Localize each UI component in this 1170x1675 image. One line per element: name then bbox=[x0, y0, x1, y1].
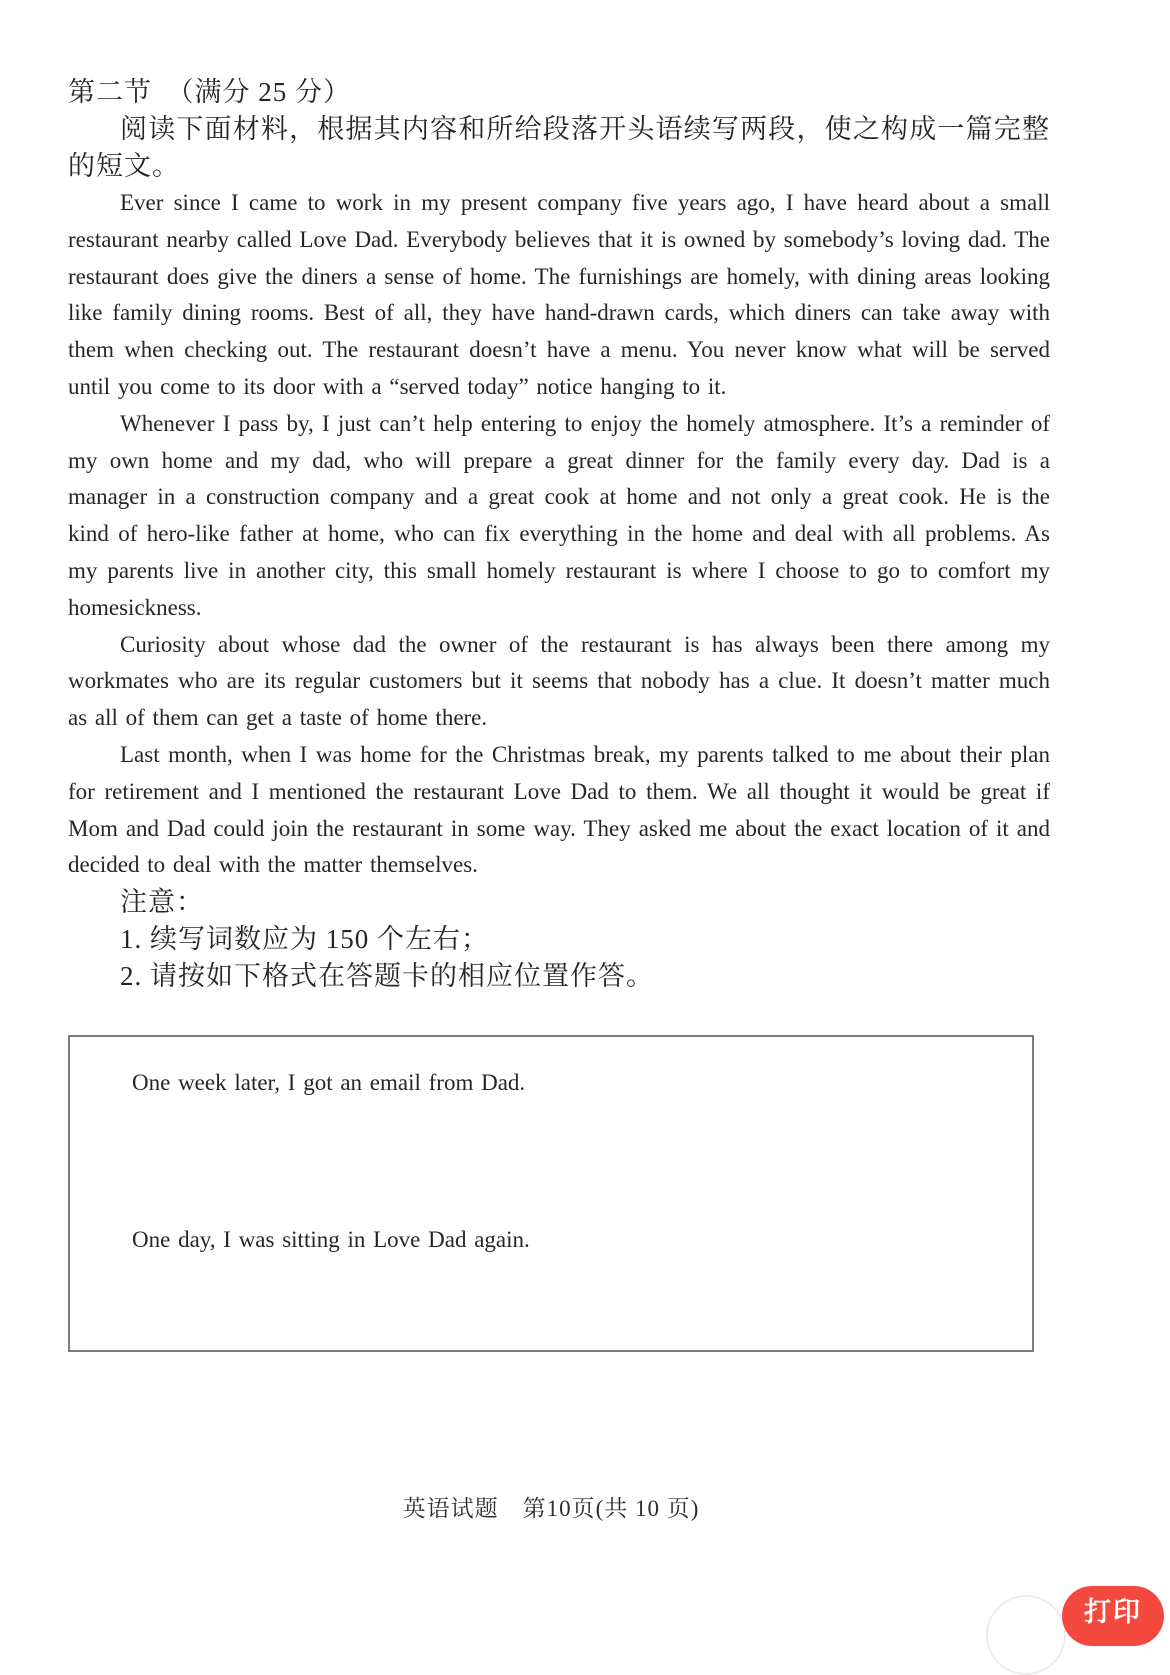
note-item-1: 1. 续写词数应为 150 个左右； bbox=[120, 924, 489, 955]
answer-prompt-2: One day, I was sitting in Love Dad again. bbox=[132, 1226, 530, 1252]
passage-paragraph-4: Last month, when I was home for the Christmas break, my parents talked to me about their plan for retirement and I mentioned the restaurant Love Dad to them. We all thought it would be great if Mom and Dad could join the restaurant in some way. They asked me about the exact location of it and decided to deal with the matter themselves. bbox=[68, 741, 1050, 878]
answer-prompt-1: One week later, I got an email from Dad. bbox=[132, 1070, 526, 1096]
notes-label: 注意： bbox=[120, 887, 204, 918]
print-button[interactable]: 打印 bbox=[1062, 1586, 1164, 1646]
instruction-text: 阅读下面材料，根据其内容和所给段落开头语续写两段，使之构成一篇完整的短文。 bbox=[68, 114, 1050, 181]
answer-format-box bbox=[68, 1035, 1034, 1352]
section-title: 第二节 （满分 25 分） bbox=[68, 77, 351, 107]
page-footer: 英语试题 第10页(共 10 页) bbox=[402, 1496, 700, 1521]
floating-widget-edge bbox=[986, 1595, 1066, 1675]
passage-paragraph-1: Ever since I came to work in my present company five years ago, I have heard about a small restaurant nearby called Love Dad. Everybody believes that it is owned by somebody’s loving dad. The restaurant does give the diners a sense of home. The furnishings are homely, with dining areas looking like family dining rooms. Best of all, they have hand-drawn cards, which diners can take away with them when checking out. The restaurant doesn’t have a menu. You never know what will be served until you come to its door with a “served today” notice hanging to it. bbox=[68, 190, 1050, 399]
passage-paragraph-2: Whenever I pass by, I just can’t help entering to enjoy the homely atmosphere. It’s a reminder of my own home and my dad, who will prepare a great dinner for the family every day. Dad is a manager in a construction company and a great cook at home and not only a great cook. He is the kind of hero-like father at home, who can fix everything in the home and deal with all problems. As my parents live in another city, this small homely restaurant is where I choose to go to comfort my homesickness. bbox=[68, 410, 1050, 620]
note-item-2: 2. 请按如下格式在答题卡的相应位置作答。 bbox=[120, 961, 654, 992]
exam-page-content bbox=[68, 74, 1050, 1352]
passage-paragraph-3: Curiosity about whose dad the owner of the restaurant is has always been there among my workmates who are its regular customers but it seems that nobody has a clue. It doesn’t matter much as all of them can get a taste of home there. bbox=[68, 631, 1050, 731]
